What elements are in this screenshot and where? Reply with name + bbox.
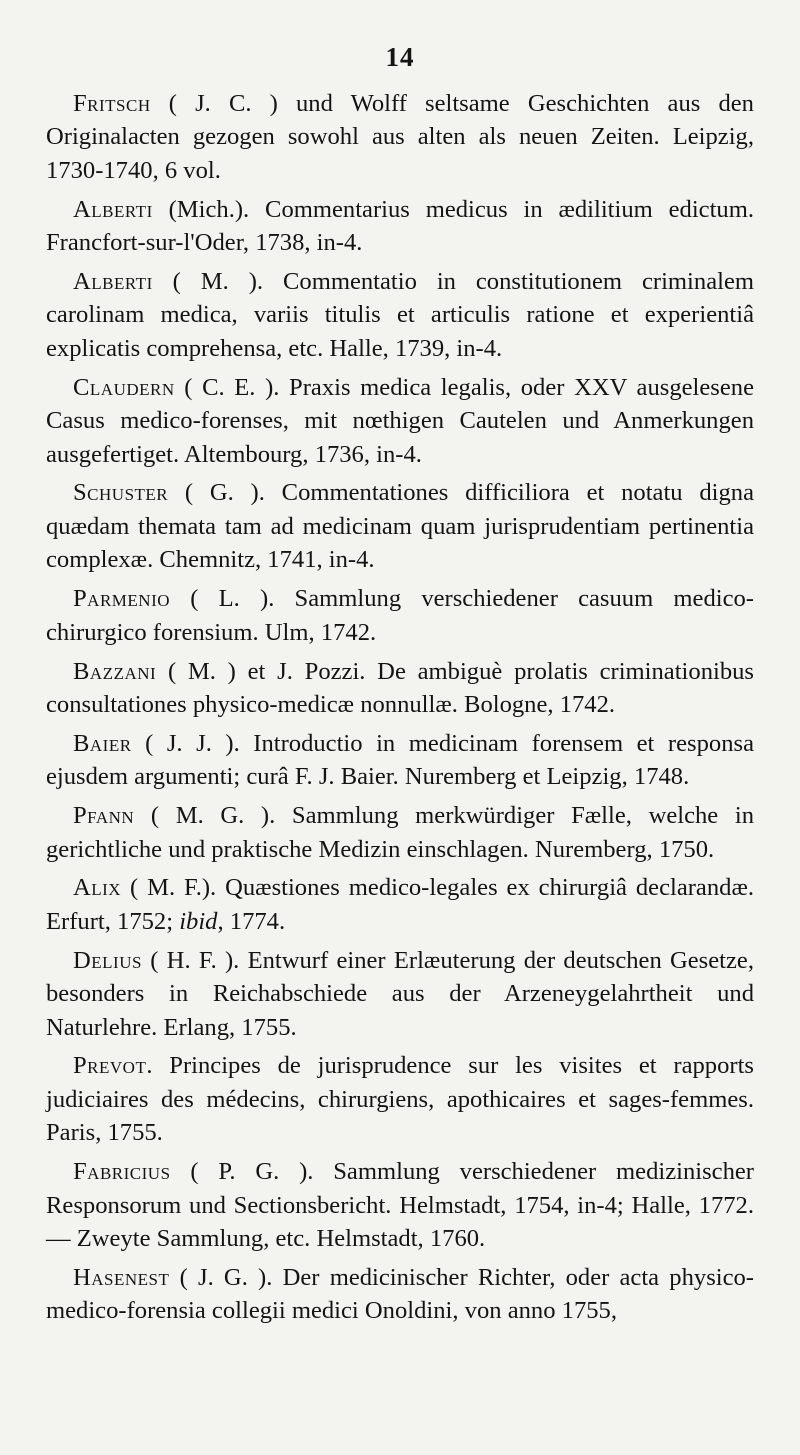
entry-author: Alberti <box>73 268 153 296</box>
entry-initials: ( C. E. ). <box>184 373 280 401</box>
entry-author: Claudern <box>73 373 175 401</box>
bibliography-entry <box>46 476 754 576</box>
entry-text: Der medicinischer Richter, oder acta physico-medico-forensia collegii medici Onoldini, von anno 1755, <box>46 1263 755 1325</box>
entry-initials: . <box>146 1052 153 1080</box>
entry-author: Schuster <box>73 479 169 507</box>
entry-initials: ( M. ) <box>167 657 236 685</box>
entry-text: Sammlung verschiedener medizinischer Responsorum und Sectionsbericht. Helmstadt, 1754, in-4; Halle, 1772. — Zweyte Sammlung, etc. Helmstadt, 1760. <box>46 1158 754 1252</box>
entry-initials: ( J. C. ) <box>168 90 278 117</box>
entry-author: Delius <box>73 946 142 974</box>
entry-text: Principes de jurisprudence sur les visites et rapports judiciaires des médecins, chirurgiens, apothicaires et sages-femmes. Paris, 1755. <box>46 1052 754 1147</box>
entry-text: und Wolff seltsame Geschichten aus den Originalacten gezogen sowohl aus alten als neuen Zeiten. Leipzig, 1730-1740, 6 vol. <box>46 90 754 184</box>
entry-author: Pfann <box>73 802 135 830</box>
bibliography-entry <box>46 1261 754 1328</box>
entry-text: Entwurf einer Erlæuterung der deutschen Gesetze, besonders in Reichabschiede aus der Arzeneygelahrtheit und Naturlehre. Erlang, 1755. <box>46 946 754 1041</box>
entry-initials: ( M. ). <box>172 268 264 296</box>
entry-text: Quæstiones medico-legales ex chirurgiâ declarandæ. Erfurt, 1752; <box>46 874 754 935</box>
bibliography-entry <box>46 727 754 794</box>
entry-author: Baier <box>73 729 132 757</box>
page-number: 14 <box>385 42 415 72</box>
entry-author: Fabricius <box>73 1158 171 1186</box>
entry-italic-text: ibid <box>179 907 218 935</box>
bibliography-entry <box>46 371 754 471</box>
entry-author: Fritsch <box>73 90 151 117</box>
entry-text: Sammlung verschiedener casuum medico-chirurgico forensium. Ulm, 1742. <box>46 585 754 646</box>
entry-author: Bazzani <box>73 657 157 685</box>
bibliography-entry <box>46 582 754 649</box>
bibliography-entry <box>46 799 754 866</box>
entry-author: Prevot <box>73 1052 147 1080</box>
bibliography-entry <box>46 1155 754 1255</box>
entry-text: Praxis medica legalis, oder XXV ausgelesene Casus medico-forenses, mit nœthigen Cautelen und Anmerkungen ausgefertiget. Altembourg, 1736, in-4. <box>46 373 754 468</box>
bibliography-entry <box>46 193 754 260</box>
bibliography-entry <box>46 871 754 938</box>
entry-author: Parmenio <box>73 585 171 613</box>
bibliography-entry <box>46 87 754 187</box>
entry-text: Commentarius medicus in ædilitium edictum. Francfort-sur-l'Oder, 1738, in-4. <box>46 195 754 257</box>
entry-text: Commentationes difficiliora et notatu digna quædam themata tam ad medicinam quam jurisprudentiam pertinentia complexæ. Chemnitz, 1741, in-4. <box>46 479 754 574</box>
bibliography-entry <box>46 265 754 365</box>
entry-author: Hasenest <box>73 1263 170 1291</box>
entry-text: Sammlung merkwürdiger Fælle, welche in gerichtliche und praktische Medizin einschlagen. Nuremberg, 1750. <box>46 802 754 863</box>
entry-text: Commentatio in constitutionem criminalem carolinam medica, variis titulis et articulis ratione et experientiâ explicatis comprehensa, etc. Halle, 1739, in-4. <box>46 268 754 362</box>
bibliography-entry <box>46 944 754 1044</box>
entry-text-tail: , 1774. <box>217 907 286 935</box>
entry-initials: ( M. F.). <box>130 874 217 902</box>
entry-initials: (Mich.). <box>168 195 250 223</box>
entry-author: Alix <box>73 874 122 902</box>
entry-initials: ( J. J. ). <box>145 729 240 757</box>
bibliography-list <box>46 87 754 1333</box>
entry-initials: ( L. ). <box>190 585 275 613</box>
entry-initials: ( P. G. ). <box>190 1158 314 1186</box>
entry-initials: ( M. G. ). <box>150 802 276 830</box>
bibliography-entry <box>46 1049 754 1149</box>
entry-author: Alberti <box>73 195 153 223</box>
entry-initials: ( H. F. ). <box>150 946 240 974</box>
entry-initials: ( G. ). <box>184 479 265 507</box>
entry-initials: ( J. G. ). <box>179 1263 273 1291</box>
entry-text: Introductio in medicinam forensem et responsa ejusdem argumenti; curâ F. J. Baier. Nuremberg et Leipzig, 1748. <box>46 729 754 791</box>
bibliography-entry <box>46 655 754 722</box>
entry-text: et J. Pozzi. De ambiguè prolatis criminationibus consultationes physico-medicæ nonnullæ. Bologne, 1742. <box>46 657 754 718</box>
